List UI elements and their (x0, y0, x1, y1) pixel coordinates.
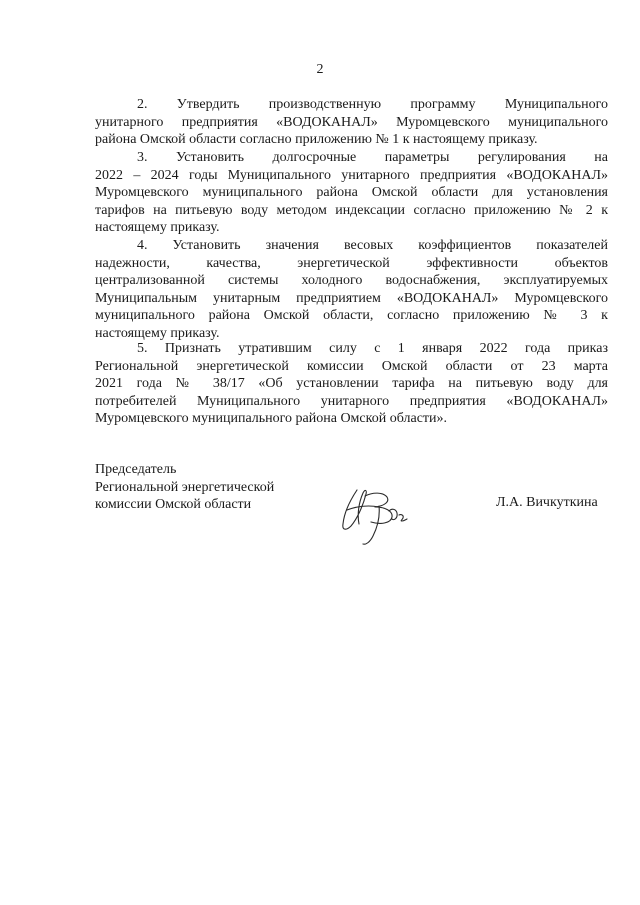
text-line: района Омской области согласно приложению № 1 к настоящему приказу. (95, 132, 538, 148)
signatory-title-line: Председатель (95, 462, 177, 477)
text-line: 4. Установить значения весовых коэффициентов показателей (137, 238, 608, 253)
text-line: муниципального района Омской области, согласно приложению № 3 к (95, 308, 608, 324)
text-line: Муромцевского муниципального района Омской области для установления (95, 185, 608, 201)
paragraph-5 (95, 340, 608, 428)
text-line: настоящему приказу. (95, 325, 220, 341)
signatory-name: Л.А. Вичкуткина (496, 495, 598, 510)
page-number: 2 (316, 62, 324, 77)
text-line: тарифов на питьевую воду методом индексации согласно приложению № 2 к (95, 202, 608, 218)
paragraph-4 (95, 237, 608, 343)
text-line: надежности, качества, энергетической эффективности объектов (95, 255, 608, 271)
paragraph-2 (95, 96, 608, 149)
text-line: унитарного предприятия «ВОДОКАНАЛ» Муромцевского муниципального (95, 114, 608, 130)
signatory-title-line: комиссии Омской области (95, 497, 252, 513)
text-line: 2021 года № 38/17 «Об установлении тарифа на питьевую воду для (95, 376, 608, 392)
text-line: Муромцевского муниципального района Омской области». (95, 411, 448, 427)
handwritten-signature (335, 480, 415, 550)
paragraph-3 (95, 149, 608, 237)
text-line: централизованной системы холодного водоснабжения, эксплуатируемых (95, 273, 608, 289)
text-line: 2. Утвердить производственную программу Муниципального (137, 97, 608, 112)
text-line: 3. Установить долгосрочные параметры регулирования на (137, 150, 608, 165)
text-line: потребителей Муниципального унитарного предприятия «ВОДОКАНАЛ» (95, 393, 608, 409)
text-line: Муниципальным унитарным предприятием «ВОДОКАНАЛ» Муромцевского (95, 290, 608, 306)
text-line: 5. Признать утратившим силу с 1 января 2022 года приказ (137, 341, 608, 356)
text-line: 2022 – 2024 годы Муниципального унитарного предприятия «ВОДОКАНАЛ» (95, 167, 608, 183)
signatory-title-line: Региональной энергетической (95, 479, 275, 495)
text-line: настоящему приказу. (95, 220, 220, 236)
signatory-title (95, 461, 274, 514)
text-line: Региональной энергетической комиссии Омской области от 23 марта (95, 358, 608, 374)
